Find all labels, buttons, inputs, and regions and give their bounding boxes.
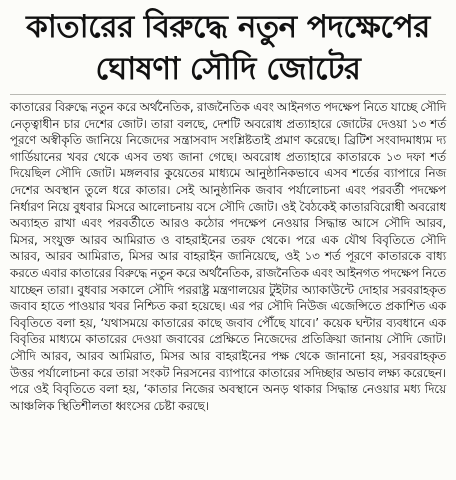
headline-line-1: কাতারের বিরুদ্ধে নতুন পদক্ষেপের — [26, 9, 430, 45]
headline-divider — [10, 94, 446, 95]
headline — [10, 6, 446, 90]
headline-line-2: ঘোষণা সৌদি জোটের — [95, 51, 361, 87]
article-body: কাতারের বিরুদ্ধে নতুন করে অর্থনৈতিক, রাজনৈতিক এবং আইনগত পদক্ষেপ নিতে যাচ্ছে সৌদি নেতৃত্বাধীন চার দেশের জোট। তারা বলছে, দেশটি অবরোধ প্রত্যাহারে জোটের দেওয়া ১৩ শর্ত পূরণে অস্বীকৃতি জানিয়ে নিজেদের সন্ত্রাসবাদ সংশ্লিষ্টতাই প্রমাণ করেছে। ব্রিটিশ সংবাদমাধ্যম দ্য গার্ডিয়ানের খবর থেকে এসব তথ্য জানা গেছে। অবরোধ প্রত্যাহারে কাতারকে ১৩ দফা শর্ত দিয়েছিল সৌদি জোট। মঙ্গলবার কুয়েতের মাধ্যমে আনুষ্ঠানিকভাবে এসব শর্তের ব্যাপারে নিজ দেশের অবস্থান তুলে ধরে কাতার। সেই আনুষ্ঠানিক জবাব পর্যালোচনা এবং পরবর্তী পদক্ষেপ নির্ধারণ নিয়ে বুধবার মিসরে আলোচনায় বসে সৌদি জোট। ওই বৈঠকেই কাতারবিরোধী অবরোধ অব্যাহত রাখা এবং পরবর্তীতে আরও কঠোর পদক্ষেপ নেওয়ার সিদ্ধান্ত আসে সৌদি আরব, মিসর, সংযুক্ত আরব আমিরাত ও বাহরাইনের তরফ থেকে। পরে এক যৌথ বিবৃতিতে সৌদি আরব, আরব আমিরাত, মিসর আর বাহরাইন জানিয়েছে, ওই ১৩ শর্ত পূরণে কাতারকে বাধ্য করতে এবার কাতারের বিরুদ্ধে নতুন করে অর্থনৈতিক, রাজনৈতিক এবং আইনগত পদক্ষেপ নিতে যাচ্ছেন তারা। বুধবার সকালে সৌদি পররাষ্ট্র মন্ত্রণালয়ের টুইটার অ্যাকাউন্টে দোহার সরবরাহকৃত জবাব হাতে পাওয়ার খবর নিশ্চিত করা হয়েছে। এর পর সৌদি নিউজ এজেন্সিতে প্রকাশিত এক বিবৃতিতে বলা হয়, ‘যথাসময়ে কাতারের কাছে জবাব পৌঁছে যাবে।’ কয়েক ঘন্টার ব্যবধানে এক বিবৃতির মাধ্যমে কাতারের দেওয়া জবাবের প্রেক্ষিতে নিজেদের প্রতিক্রিয়া জানায় সৌদি জোট। সৌদি আরব, আরব আমিরাত, মিসর আর বাহরাইনের পক্ষ থেকে জানানো হয়, সরবরাহকৃত উত্তর পর্যালোচনা করে তারা সংকট নিরসনের ব্যাপারে কাতারের সদিচ্ছার অভাব লক্ষ্য করেছেন। পরে ওই বিবৃতিতে বলা হয়, ‘কাতার নিজের অবস্থানে অনড় থাকার সিদ্ধান্ত নেওয়ার মধ্য দিয়ে আঞ্চলিক স্থিতিশীলতা ধ্বংসের চেষ্টা করছে। — [10, 100, 446, 413]
